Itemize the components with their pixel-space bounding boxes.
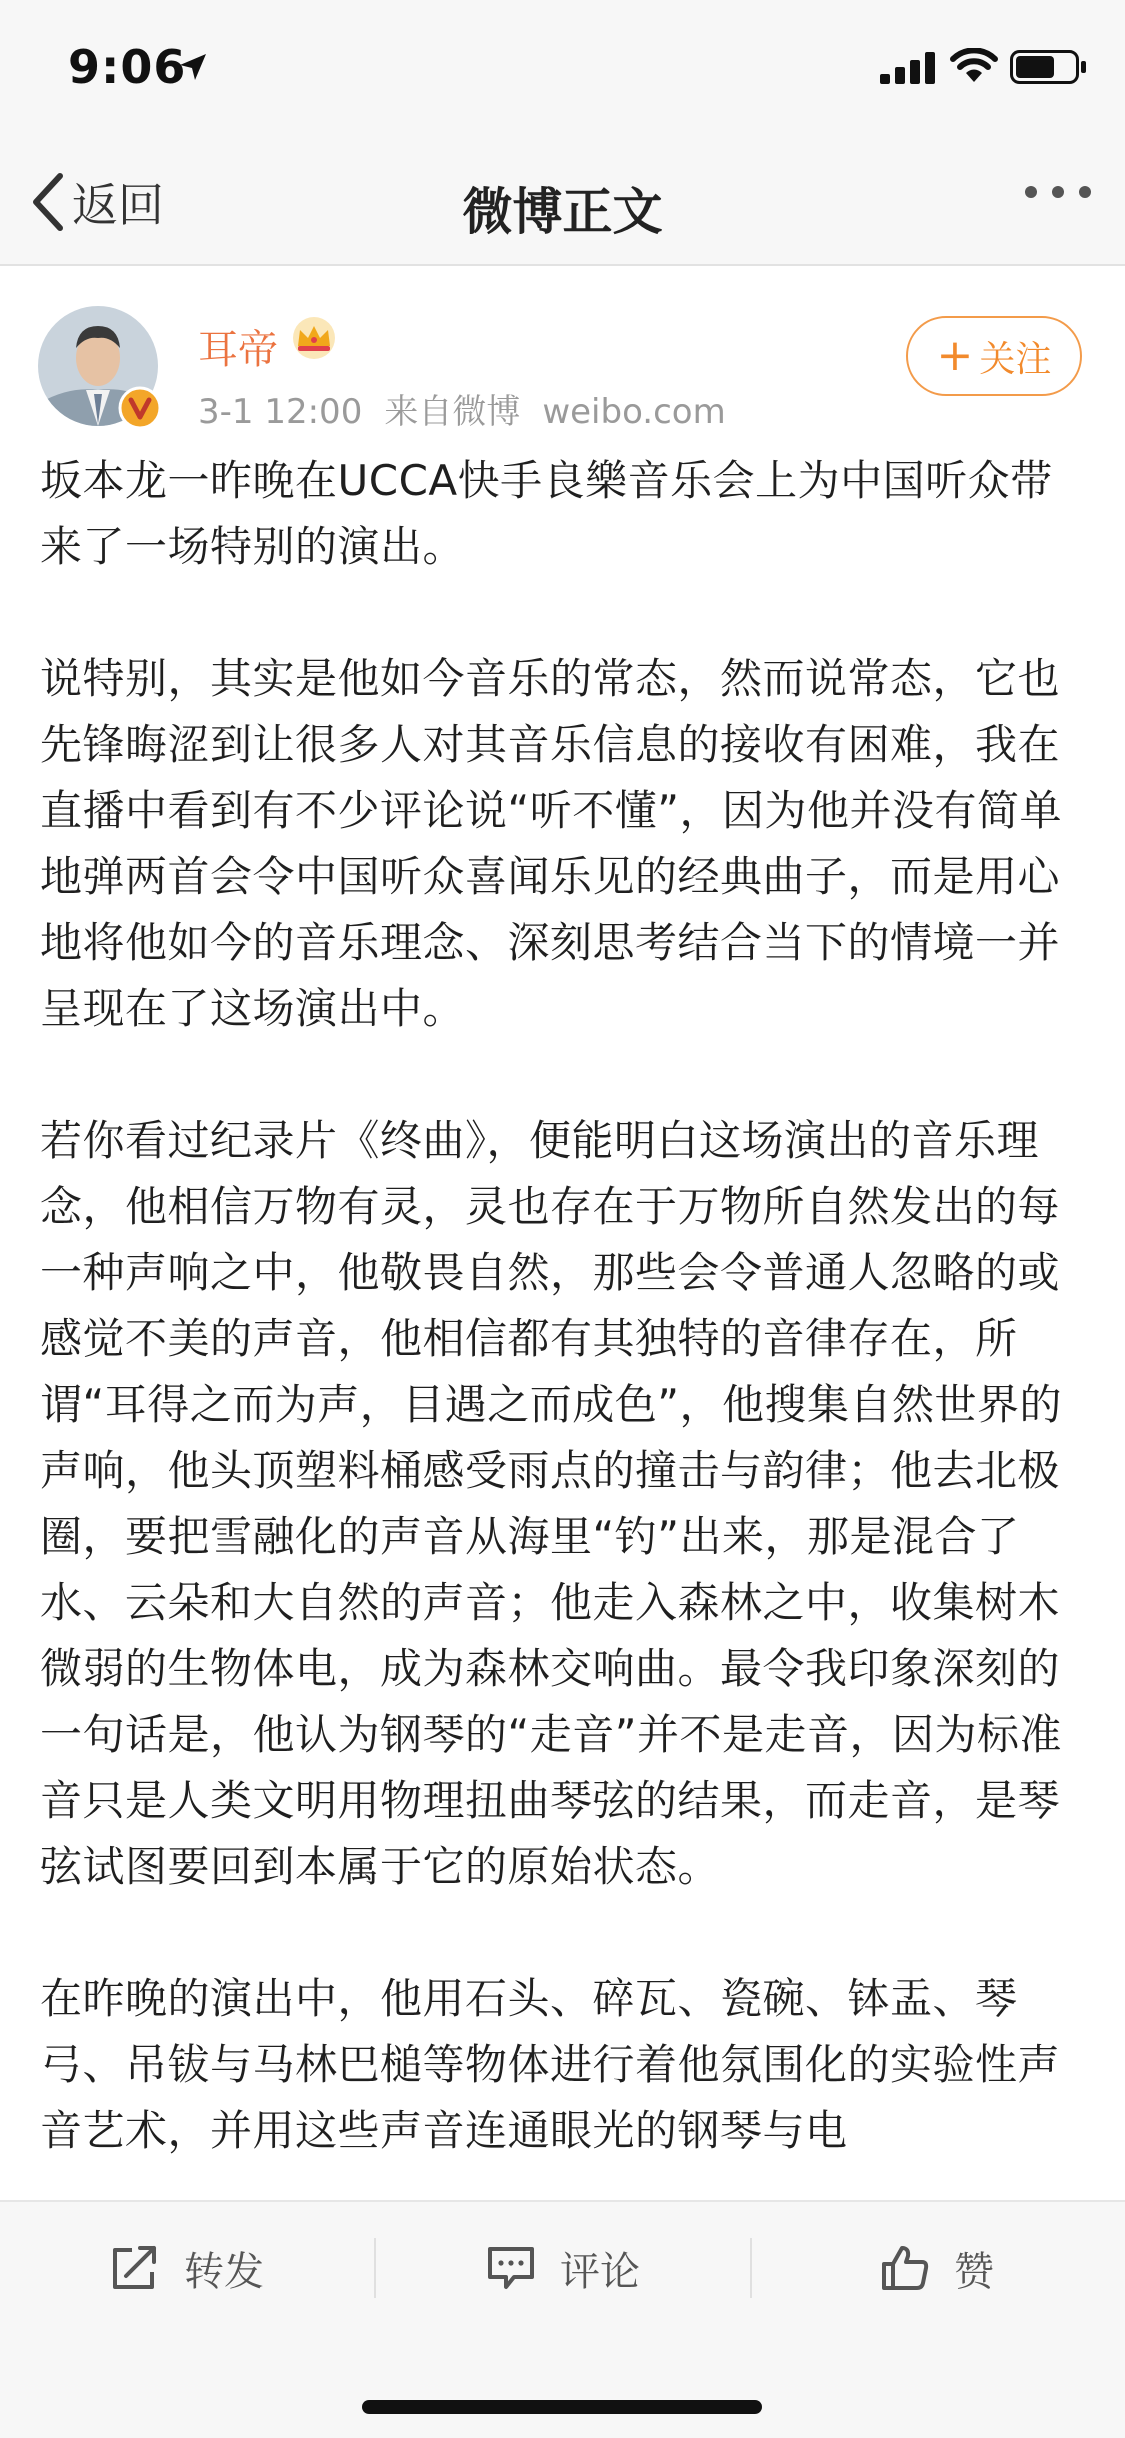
toolbar-divider xyxy=(374,2238,376,2298)
post-paragraph: 在昨晚的演出中，他用石头、碎瓦、瓷碗、钵盂、琴弓、吊钹与马林巴槌等物体进行着他氛围化的实验性声音艺术，并用这些声音连通眼光的钢琴与电 xyxy=(40,1974,1061,2155)
like-label: 赞 xyxy=(954,2248,994,2295)
toolbar-divider xyxy=(750,2238,752,2298)
author-header xyxy=(0,266,1125,441)
back-label: 返回 xyxy=(72,178,164,232)
location-arrow-icon xyxy=(178,52,208,82)
repost-button[interactable] xyxy=(110,2232,264,2304)
follow-button[interactable] xyxy=(906,316,1082,396)
more-options-button[interactable] xyxy=(1023,182,1093,206)
repost-label: 转发 xyxy=(184,2248,264,2295)
post-time: 3-1 12:00 xyxy=(198,392,363,432)
post-paragraph: 说特别，其实是他如今音乐的常态，然而说常态，它也先锋晦涩到让很多人对其音乐信息的接收有困难，我在直播中看到有不少评论说“听不懂”，因为他并没有简单地弹两首会令中国听众喜闻乐见的经典曲子，而是用心地将他如今的音乐理念、深刻思考结合当下的情境一并呈现在了这场演出中。 xyxy=(40,654,1063,1033)
crown-icon xyxy=(290,316,338,360)
cellular-signal-icon xyxy=(880,52,936,84)
nav-bar xyxy=(0,140,1125,266)
battery-icon xyxy=(1010,50,1088,84)
wifi-icon xyxy=(950,48,998,84)
author-name[interactable]: 耳帝 xyxy=(198,327,278,373)
post-domain: weibo.com xyxy=(542,392,726,432)
comment-label: 评论 xyxy=(560,2248,640,2295)
share-icon xyxy=(110,2244,160,2292)
plus-icon: + xyxy=(936,330,974,381)
like-button[interactable] xyxy=(880,2232,994,2304)
home-indicator xyxy=(362,2400,762,2414)
comment-icon xyxy=(486,2245,536,2291)
follow-label: 关注 xyxy=(979,338,1052,380)
status-bar xyxy=(0,0,1125,140)
post-content xyxy=(40,448,1090,2192)
more-dots-icon xyxy=(1023,182,1093,202)
post-paragraph: 坂本龙一昨晚在UCCA快手良樂音乐会上为中国听众带来了一场特别的演出。 xyxy=(40,456,1053,571)
post-source: 来自微博 xyxy=(384,392,521,432)
post-meta xyxy=(198,384,748,433)
page-title: 微博正文 xyxy=(462,183,663,241)
thumbs-up-icon xyxy=(880,2244,930,2292)
comment-button[interactable] xyxy=(486,2232,640,2304)
post-paragraph: 若你看过纪录片《终曲》，便能明白这场演出的音乐理念，他相信万物有灵，灵也存在于万物所自然发出的每一种声响之中，他敬畏自然，那些会令普通人忽略的或感觉不美的声音，他相信都有其独特的音律存在，所谓“耳得之而为声，目遇之而成色”，他搜集自然世界的声响，他头顶塑料桶感受雨点的撞击与韵律；他去北极圈，要把雪融化的声音从海里“钓”出来，那是混合了水、云朵和大自然的声音；他走入森林之中，收集树木微弱的生物体电，成为森林交响曲。最令我印象深刻的一句话是，他认为钢琴的“走音”并不是走音，因为标准音只是人类文明用物理扭曲琴弦的结果，而走音，是琴弦试图要回到本属于它的原始状态。 xyxy=(40,1116,1063,1891)
status-time: 9:06 xyxy=(68,40,187,94)
verified-badge-icon xyxy=(118,386,162,430)
